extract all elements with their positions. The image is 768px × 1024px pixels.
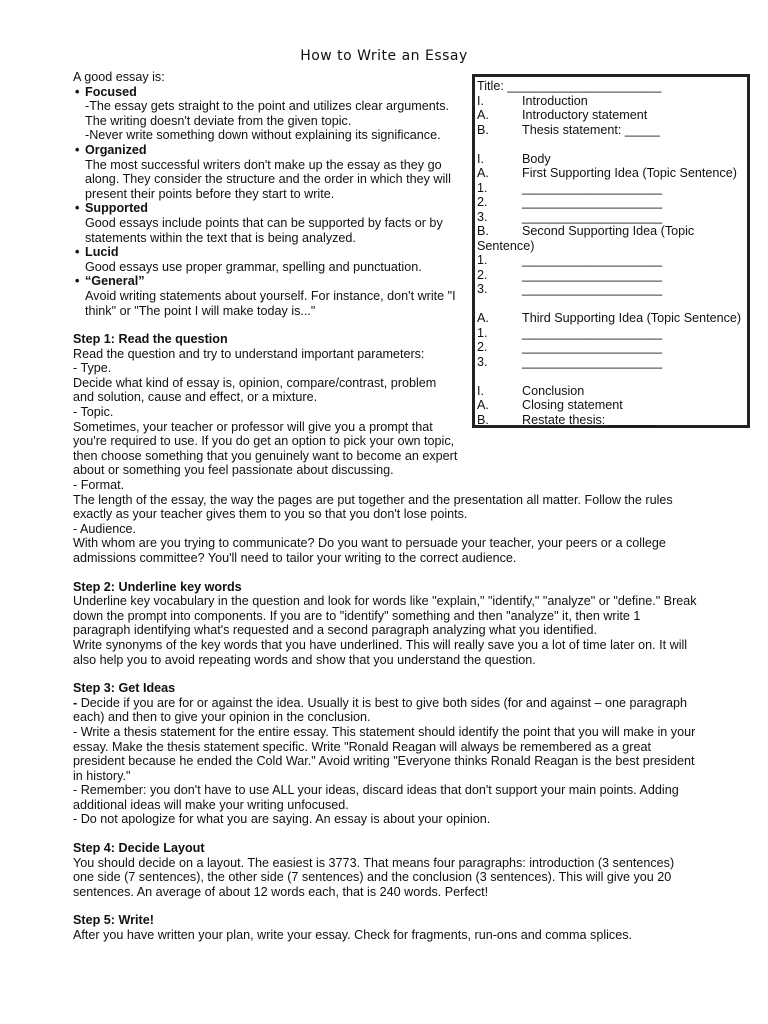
step-text: - Write a thesis statement for the entire essay. This statement should identify the point that you will make in your essay. Make the thesis statement specific. Write "Ronald Reagan will always be remembered as a great president because he ended the Cold War." Avoid writing "Everyone thinks Ronald Reagan is the best president in history." [73, 724, 696, 783]
outline-text: Thesis statement: _____ [522, 122, 660, 137]
outline-marker: B. [477, 224, 489, 238]
step-text: With whom are you trying to communicate? Do you want to persuade your teacher, your peers or a college admissions committee? You'll need to tailor your writing to the correct audience. [73, 536, 666, 565]
outline-row [477, 181, 747, 196]
outline-text: Conclusion [522, 383, 585, 398]
quality-name: Focused [85, 84, 137, 99]
quality-name: Organized [85, 142, 147, 157]
outline-row [477, 123, 747, 138]
outline-row [477, 326, 747, 341]
step-text: The length of the essay, the way the pages are put together and the presentation all matter. Follow the rules exactly as your teacher gives them to you so that you don't lose points. [73, 492, 673, 522]
step-text: Write synonyms of the key words that you have underlined. This will really save you a lot of time later on. It will also help you to avoid repeating words and show that you understand the question. [73, 637, 688, 667]
quality-text: -The essay gets straight to the point and utilizes clear arguments. The writing doesn't deviate from the given topic. [85, 99, 450, 128]
outline-text: Restate thesis: _______ [522, 412, 658, 427]
outline-text: ____________________ [522, 340, 663, 354]
outline-text: ____________________ [522, 267, 663, 282]
outline-row [477, 210, 747, 225]
outline-row [477, 253, 747, 268]
outline-row [477, 195, 747, 210]
outline-text: Second Supporting Idea (Topic [522, 224, 695, 238]
outline-row [477, 398, 747, 413]
quality-text: -Never write something down without explaining its significance. [85, 128, 441, 143]
step-text: - Audience. [73, 521, 137, 536]
step-heading: Step 2: Underline key words [73, 579, 242, 594]
outline-marker: 3. [477, 209, 488, 224]
outline-row [477, 340, 747, 355]
outline-rows [477, 94, 747, 428]
step-text: Underline key vocabulary in the question and look for words like "explain," "identify," "analyze" or "define." Break down the prompt into components. If you are to "identify" something and then "analyze" it, then write 1 paragraph identifying what's requested and a second paragraph analyzing what you identified. [73, 594, 697, 638]
outline-marker: I. [477, 383, 484, 398]
outline-row [477, 369, 747, 384]
outline-text: Introduction [522, 93, 588, 108]
step-text: Sometimes, your teacher or professor will give you a prompt that you're required to use. If you do get an option to pick your own topic, then choose something that you genuinely want to become an expert about or something you feel passionate about discussing. [73, 419, 458, 478]
outline-text: ____________________ [522, 253, 663, 267]
step-text: After you have written your plan, write your essay. Check for fragments, run-ons and comma splices. [73, 928, 633, 943]
outline-row [477, 355, 747, 370]
quality-text: Avoid writing statements about yourself. For instance, don't write "I think" or "The point I will make today is..." [85, 288, 456, 318]
bullet-icon: • [75, 245, 80, 260]
outline-marker: A. [477, 166, 489, 180]
step-heading: Step 3: Get Ideas [73, 681, 176, 696]
quality-item [73, 274, 458, 318]
step-text: - Type. [73, 361, 112, 376]
outline-text: Introductory statement [522, 108, 648, 122]
outline-row [477, 94, 747, 109]
outline-marker: 2. [477, 340, 488, 354]
outline-marker: 1. [477, 180, 488, 195]
outline-marker: B. [477, 412, 489, 427]
quality-name: Lucid [85, 245, 119, 260]
quality-text: Good essays use proper grammar, spelling and punctuation. [85, 259, 422, 274]
outline-text: ____________________ [522, 180, 663, 195]
outline-row [477, 166, 747, 181]
outline-text: ____________________ [522, 282, 663, 296]
outline-marker: A. [477, 398, 489, 412]
quality-item [73, 245, 458, 274]
step-text: - Do not apologize for what you are saying. An essay is about your opinion. [73, 812, 491, 827]
outline-marker: 3. [477, 354, 488, 369]
step-text: - Decide if you are for or against the idea. Usually it is best to give both sides (for and against – one paragraph each) and then to give your opinion in the conclusion. [73, 695, 687, 725]
outline-marker: A. [477, 311, 489, 325]
step-text: - Remember: you don't have to use ALL your ideas, discard ideas that don't support your main points. Adding additional ideas will make your writing unfocused. [73, 783, 679, 812]
outline-row [477, 282, 747, 297]
outline-marker: 1. [477, 325, 488, 340]
outline-text: First Supporting Idea (Topic Sentence) [522, 166, 737, 180]
outline-text: ____________________ [522, 209, 663, 224]
outline-row [477, 297, 747, 312]
outline-row [477, 311, 747, 326]
step-heading: Step 5: Write! [73, 913, 154, 928]
quality-text: Good essays include points that can be supported by facts or by statements within the text that is being analyzed. [85, 215, 443, 245]
outline-row [477, 152, 747, 167]
quality-text: The most successful writers don't make up the essay as they go along. They consider the structure and the order in which they will present their points before they start to write. [85, 157, 451, 201]
quality-name: Supported [85, 201, 148, 216]
outline-row [477, 384, 747, 399]
step-text: Decide what kind of essay is, opinion, compare/contrast, problem and solution, cause and effect, or a mixture. [73, 375, 437, 405]
outline-text: Body [522, 151, 551, 166]
bullet-icon: • [75, 84, 80, 99]
step-text: Read the question and try to understand important parameters: [73, 346, 425, 361]
outline-row [477, 224, 747, 239]
outline-text: ____________________ [522, 195, 663, 209]
outline-marker: B. [477, 122, 489, 137]
outline-marker: 2. [477, 267, 488, 282]
outline-marker: 3. [477, 282, 488, 296]
outline-text: ____________________ [522, 325, 663, 340]
outline-marker: A. [477, 108, 489, 122]
outline-text [522, 239, 747, 254]
quality-name: “General” [85, 274, 145, 289]
outline-row [477, 413, 747, 428]
quality-item [73, 201, 458, 245]
step-text: You should decide on a layout. The easiest is 3773. That means four paragraphs: introduction (3 sentences) one side (7 sentences), the other side (7 sentences) and the conclusion (3 sentences). This will give you 20 sentences. An average of about 12 words each, that is 240 words. Perfect! [73, 855, 675, 899]
step-heading: Step 1: Read the question [73, 332, 228, 347]
outline-text: Third Supporting Idea (Topic Sentence) [522, 311, 742, 325]
page-title: How to Write an Essay [300, 48, 468, 64]
qualities-section [73, 70, 458, 478]
outline-row [477, 239, 747, 254]
intro-text: A good essay is: [73, 70, 165, 84]
essay-outline-box [472, 74, 750, 428]
outline-marker: I. [477, 93, 484, 108]
outline-marker: 2. [477, 195, 488, 209]
outline-text: ____________________ [522, 354, 663, 369]
outline-row [477, 108, 747, 123]
outline-row [477, 268, 747, 283]
outline-title: Title: ______________________ [477, 79, 662, 93]
outline-marker: I. [477, 151, 484, 166]
quality-item [73, 143, 458, 201]
bullet-icon: • [75, 274, 80, 289]
step-text: - Topic. [73, 405, 114, 420]
step-text-span: Decide if you are for or against the idea. Usually it is best to give both sides (for and against – one paragraph each) and then to give your opinion in the conclusion. [73, 695, 687, 725]
bullet-icon: • [75, 142, 80, 157]
quality-item [73, 85, 458, 143]
outline-row [477, 137, 747, 152]
main-steps [73, 478, 698, 943]
step-heading: Step 4: Decide Layout [73, 841, 205, 856]
bullet-icon: • [75, 201, 80, 216]
step-text: - Format. [73, 478, 125, 492]
outline-marker: Sentence) [477, 238, 535, 253]
outline-text: Closing statement [522, 398, 623, 412]
outline-marker: 1. [477, 253, 488, 267]
